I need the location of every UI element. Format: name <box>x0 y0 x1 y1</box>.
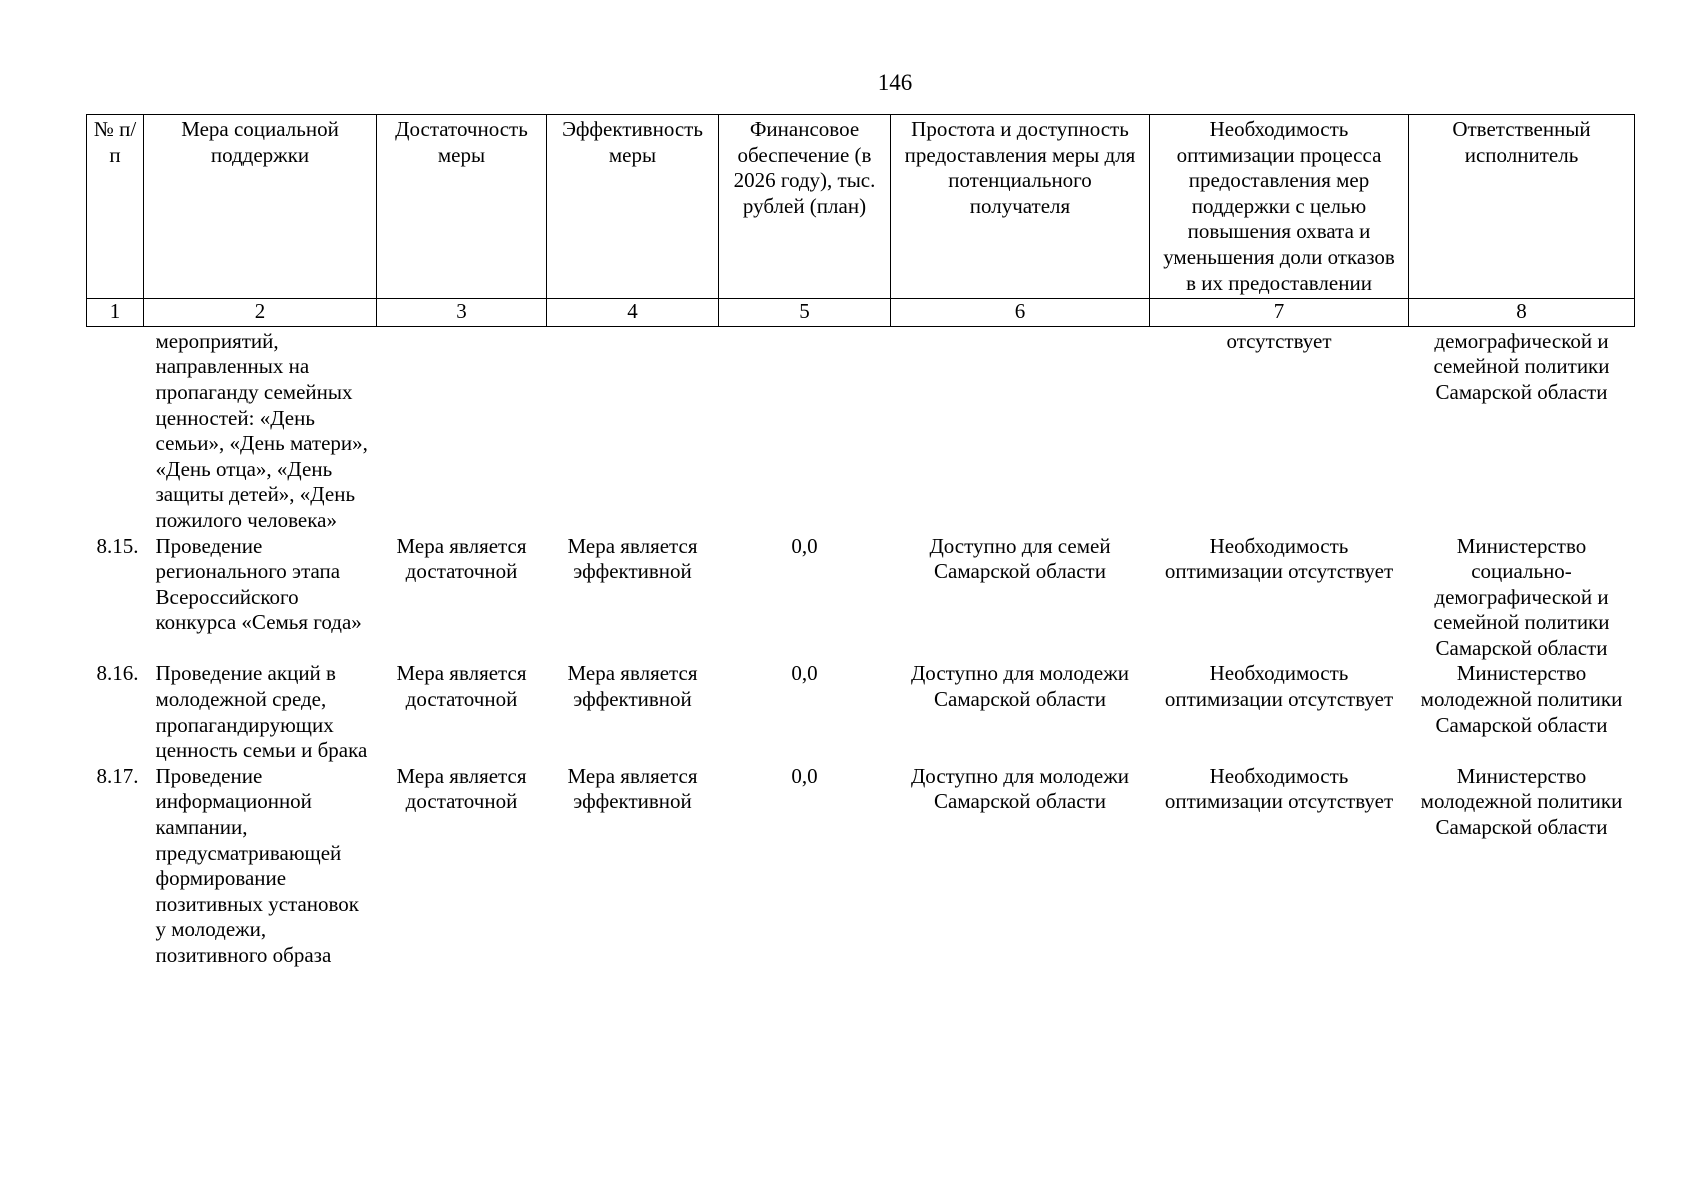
measures-table <box>86 114 1635 969</box>
header-col-2: Мера социальной поддержки <box>144 115 377 299</box>
executor-cell: Министерство социально-демографической и семейной политики Самарской области <box>1433 533 1610 660</box>
row-number <box>87 326 144 533</box>
optimization-cell: Необходимость оптимизации отсутствует <box>1164 763 1394 814</box>
table-row-continuation <box>87 326 1635 533</box>
funding-cell <box>719 326 891 533</box>
header-row <box>87 115 1635 299</box>
accessibility-cell <box>891 326 1150 533</box>
column-number: 1 <box>87 299 144 327</box>
page-number: 146 <box>877 70 913 95</box>
column-number: 5 <box>719 299 891 327</box>
executor-cell: Министерство молодежной политики Самарской области <box>1420 763 1623 840</box>
funding-cell: 0,0 <box>791 661 818 686</box>
row-number: 8.15. <box>96 533 139 558</box>
measure-cell: Проведение регионального этапа Всероссийского конкурса «Семья года» <box>155 533 362 635</box>
measure-cell: мероприятий, направленных на пропаганду семейных ценностей: «День семьи», «День матери», «День отца», «День защиты детей», «День пожилого человека» <box>155 328 368 532</box>
column-number: 2 <box>144 299 377 327</box>
accessibility-cell: Доступно для молодежи Самарской области <box>910 763 1129 814</box>
header-col-4: Эффективность меры <box>547 115 719 299</box>
column-number-row <box>87 299 1635 327</box>
executor-cell: Министерство молодежной политики Самарской области <box>1420 661 1623 737</box>
effectiveness-cell <box>547 326 719 533</box>
optimization-cell: Необходимость оптимизации отсутствует <box>1164 533 1394 584</box>
funding-cell: 0,0 <box>791 533 818 558</box>
funding-cell: 0,0 <box>791 763 818 788</box>
effectiveness-cell: Мера является эффективной <box>567 661 698 712</box>
column-number: 4 <box>547 299 719 327</box>
sufficiency-cell <box>377 326 547 533</box>
effectiveness-cell: Мера является эффективной <box>567 533 698 584</box>
table-row <box>87 764 1635 969</box>
header-col-6: Простота и доступность предоставления меры для потенциального получателя <box>891 115 1150 299</box>
table-body <box>87 326 1635 968</box>
executor-cell: демографической и семейной политики Самарской области <box>1433 328 1610 404</box>
column-number: 7 <box>1150 299 1409 327</box>
table-header <box>87 115 1635 327</box>
row-number: 8.16. <box>96 661 139 686</box>
header-col-3: Достаточность меры <box>377 115 547 299</box>
column-number: 3 <box>377 299 547 327</box>
sufficiency-cell: Мера является достаточной <box>396 763 527 814</box>
header-col-1: № п/п <box>87 115 144 299</box>
sufficiency-cell: Мера является достаточной <box>396 533 527 584</box>
column-number: 8 <box>1409 299 1635 327</box>
table-row <box>87 534 1635 662</box>
table-row <box>87 661 1635 763</box>
optimization-cell: отсутствует <box>1226 328 1332 353</box>
effectiveness-cell: Мера является эффективной <box>567 763 698 814</box>
row-number: 8.17. <box>96 763 139 788</box>
sufficiency-cell: Мера является достаточной <box>396 661 527 712</box>
measure-cell: Проведение акций в молодежной среде, пропагандирующих ценность семьи и брака <box>155 661 368 763</box>
accessibility-cell: Доступно для семей Самарской области <box>929 533 1111 584</box>
header-col-8: Ответственный исполнитель <box>1409 115 1635 299</box>
measure-cell: Проведение информационной кампании, предусматривающей формирование позитивных установок у молодежи, позитивного образа <box>155 763 359 967</box>
accessibility-cell: Доступно для молодежи Самарской области <box>910 661 1129 712</box>
header-col-7: Необходимость оптимизации процесса предоставления мер поддержки с целью повышения охвата и уменьшения доли отказов в их предоставлении <box>1150 115 1409 299</box>
header-col-5: Финансовое обеспечение (в 2026 году), тыс. рублей (план) <box>719 115 891 299</box>
column-number: 6 <box>891 299 1150 327</box>
optimization-cell: Необходимость оптимизации отсутствует <box>1164 661 1394 712</box>
